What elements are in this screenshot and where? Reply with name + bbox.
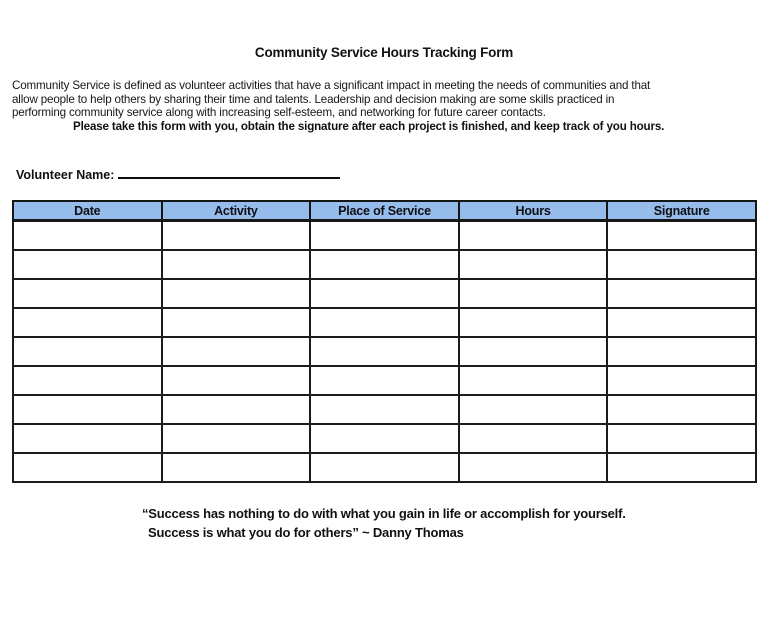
table-cell[interactable] <box>13 279 162 308</box>
table-cell[interactable] <box>310 424 459 453</box>
table-cell[interactable] <box>310 279 459 308</box>
header-row <box>13 201 756 221</box>
table-row <box>13 250 756 279</box>
intro-line: allow people to help others by sharing their time and talents. Leadership and decision making are some skills practiced in <box>12 92 615 106</box>
table-cell[interactable] <box>310 395 459 424</box>
table-cell[interactable] <box>459 453 608 482</box>
intro-instruction-note: Please take this form with you, obtain the signature after each project is finished, and keep track of you hours. <box>73 119 665 133</box>
table-cell[interactable] <box>13 250 162 279</box>
table-cell[interactable] <box>607 424 756 453</box>
table-cell[interactable] <box>162 221 311 250</box>
table-cell[interactable] <box>310 250 459 279</box>
quote-line-1: “Success has nothing to do with what you gain in life or accomplish for yourself. <box>142 505 626 521</box>
footer-quote <box>0 504 768 542</box>
table-cell[interactable] <box>459 366 608 395</box>
table-cell[interactable] <box>607 337 756 366</box>
table-cell[interactable] <box>13 424 162 453</box>
table-row <box>13 453 756 482</box>
table-cell[interactable] <box>607 453 756 482</box>
volunteer-name-row <box>16 165 768 185</box>
column-header-activity: Activity <box>162 201 311 221</box>
column-header-signature: Signature <box>607 201 756 221</box>
table-cell[interactable] <box>13 221 162 250</box>
tracking-table-header <box>13 201 756 221</box>
column-header-place-of-service: Place of Service <box>310 201 459 221</box>
table-cell[interactable] <box>162 337 311 366</box>
table-row <box>13 221 756 250</box>
table-cell[interactable] <box>607 366 756 395</box>
table-cell[interactable] <box>607 395 756 424</box>
table-cell[interactable] <box>459 279 608 308</box>
table-cell[interactable] <box>162 250 311 279</box>
table-cell[interactable] <box>310 308 459 337</box>
table-row <box>13 395 756 424</box>
document-page <box>0 45 768 629</box>
table-cell[interactable] <box>162 366 311 395</box>
intro-paragraph <box>12 79 756 120</box>
table-cell[interactable] <box>459 250 608 279</box>
table-cell[interactable] <box>459 337 608 366</box>
table-cell[interactable] <box>607 250 756 279</box>
table-cell[interactable] <box>459 395 608 424</box>
table-cell[interactable] <box>13 395 162 424</box>
volunteer-name-field[interactable] <box>118 165 340 179</box>
table-cell[interactable] <box>310 366 459 395</box>
table-cell[interactable] <box>607 221 756 250</box>
intro-line: Community Service is defined as volunteer activities that have a significant impact in meeting the needs of communities and that <box>12 79 651 92</box>
table-cell[interactable] <box>13 308 162 337</box>
table-cell[interactable] <box>310 453 459 482</box>
tracking-table-body <box>13 221 756 482</box>
table-row <box>13 366 756 395</box>
table-row <box>13 424 756 453</box>
table-cell[interactable] <box>459 424 608 453</box>
table-cell[interactable] <box>607 308 756 337</box>
table-cell[interactable] <box>162 424 311 453</box>
volunteer-name-label: Volunteer Name: <box>16 167 115 182</box>
intro-line: performing community service along with increasing self-esteem, and networking for future career contacts. <box>12 106 546 120</box>
table-cell[interactable] <box>162 453 311 482</box>
table-cell[interactable] <box>459 308 608 337</box>
quote-line-2: Success is what you do for others” ~ Danny Thomas <box>148 524 464 540</box>
column-header-hours: Hours <box>459 201 608 221</box>
page-title: Community Service Hours Tracking Form <box>254 45 514 60</box>
column-header-date: Date <box>13 201 162 221</box>
table-cell[interactable] <box>459 221 608 250</box>
table-cell[interactable] <box>13 366 162 395</box>
table-cell[interactable] <box>162 279 311 308</box>
table-row <box>13 308 756 337</box>
table-cell[interactable] <box>607 279 756 308</box>
table-cell[interactable] <box>310 221 459 250</box>
table-row <box>13 337 756 366</box>
table-row <box>13 279 756 308</box>
tracking-table <box>12 200 757 483</box>
table-cell[interactable] <box>162 395 311 424</box>
table-cell[interactable] <box>13 337 162 366</box>
table-cell[interactable] <box>13 453 162 482</box>
table-cell[interactable] <box>162 308 311 337</box>
table-cell[interactable] <box>310 337 459 366</box>
